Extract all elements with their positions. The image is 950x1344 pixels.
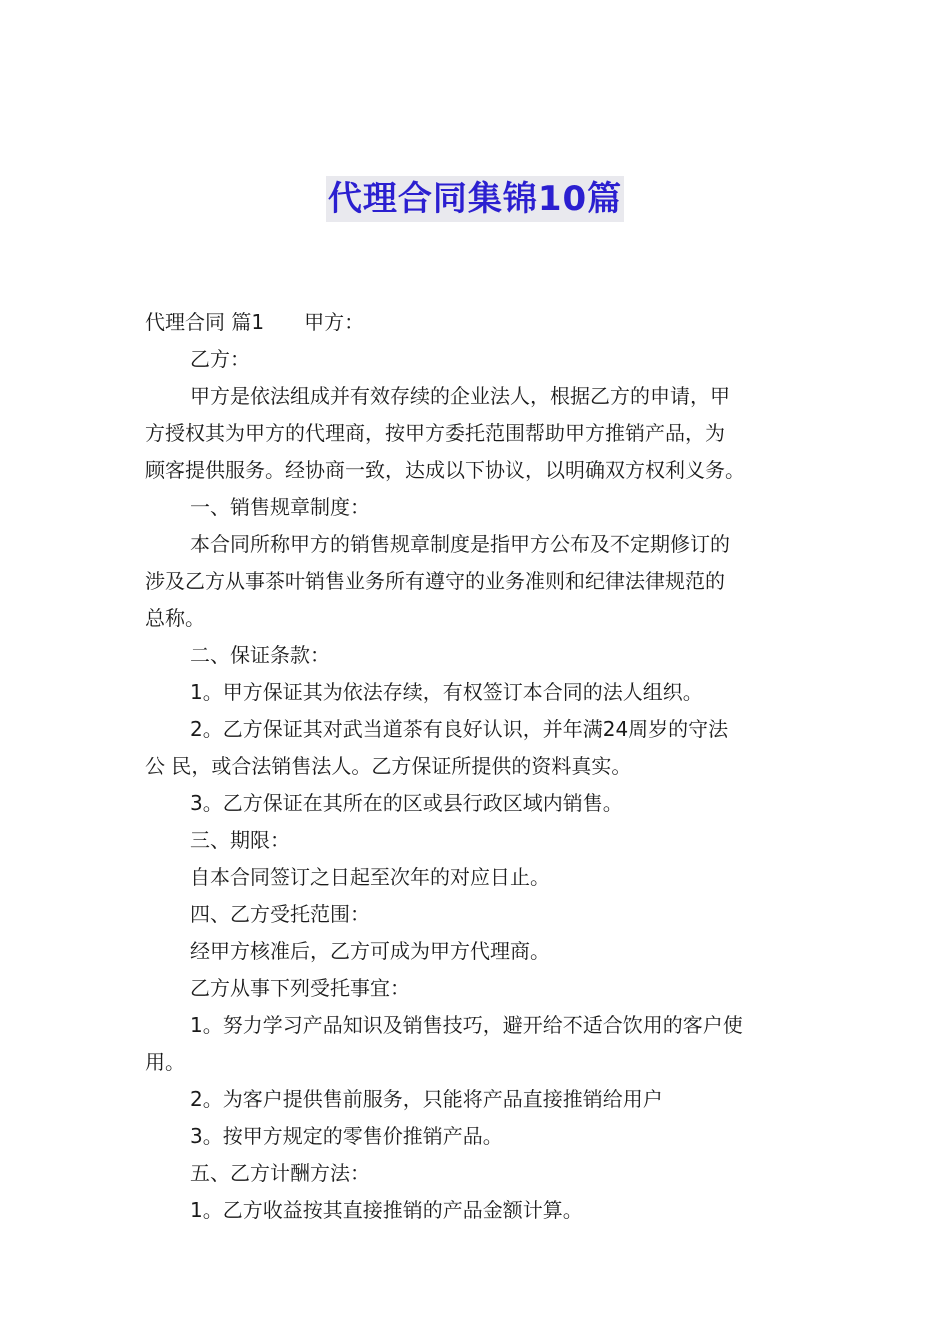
paragraph-line: 自本合同签订之日起至次年的对应日止。 bbox=[190, 865, 550, 889]
paragraph-line: 用。 bbox=[145, 1050, 185, 1074]
paragraph-line: 经甲方核准后，乙方可成为甲方代理商。 bbox=[190, 939, 550, 963]
paragraph-line: 公 民，或合法销售法人。乙方保证所提供的资料真实。 bbox=[145, 754, 632, 778]
list-item: 2。乙方保证其对武当道茶有良好认识，并年满24周岁的守法 bbox=[190, 717, 729, 741]
list-item: 1。努力学习产品知识及销售技巧，避开给不适合饮用的客户使 bbox=[190, 1013, 743, 1037]
paragraph-line: 涉及乙方从事茶叶销售业务所有遵守的业务准则和纪律法律规范的 bbox=[145, 569, 725, 593]
paragraph-line: 甲方是依法组成并有效存续的企业法人，根据乙方的申请，甲 bbox=[190, 384, 730, 408]
paragraph-line: 乙方： bbox=[190, 347, 250, 371]
list-item: 3。乙方保证在其所在的区或县行政区域内销售。 bbox=[190, 791, 623, 815]
paragraph-line: 总称。 bbox=[145, 606, 205, 630]
section-heading: 一、销售规章制度： bbox=[190, 495, 370, 519]
list-item: 3。按甲方规定的零售价推销产品。 bbox=[190, 1124, 503, 1148]
section-label: 代理合同 篇1 bbox=[145, 310, 265, 334]
section-heading: 三、期限： bbox=[190, 828, 290, 852]
paragraph-line: 顾客提供服务。经协商一致，达成以下协议，以明确双方权利义务。 bbox=[145, 458, 745, 482]
list-item: 1。乙方收益按其直接推销的产品金额计算。 bbox=[190, 1198, 583, 1222]
paragraph-line: 方授权其为甲方的代理商，按甲方委托范围帮助甲方推销产品，为 bbox=[145, 421, 725, 445]
document-body bbox=[145, 304, 809, 1229]
list-item: 1。甲方保证其为依法存续，有权签订本合同的法人组织。 bbox=[190, 680, 703, 704]
section-heading: 四、乙方受托范围： bbox=[190, 902, 370, 926]
party-a-label: 甲方： bbox=[304, 310, 365, 334]
section-heading: 二、保证条款： bbox=[190, 643, 330, 667]
section-heading: 五、乙方计酬方法： bbox=[190, 1161, 370, 1185]
list-item: 2。为客户提供售前服务，只能将产品直接推销给用户 bbox=[190, 1087, 663, 1111]
title-container bbox=[0, 176, 950, 222]
paragraph-line: 乙方从事下列受托事宜： bbox=[190, 976, 410, 1000]
document-title: 代理合同集锦10篇 bbox=[326, 176, 624, 222]
section-header-line bbox=[145, 304, 809, 341]
paragraph-line: 本合同所称甲方的销售规章制度是指甲方公布及不定期修订的 bbox=[190, 532, 730, 556]
